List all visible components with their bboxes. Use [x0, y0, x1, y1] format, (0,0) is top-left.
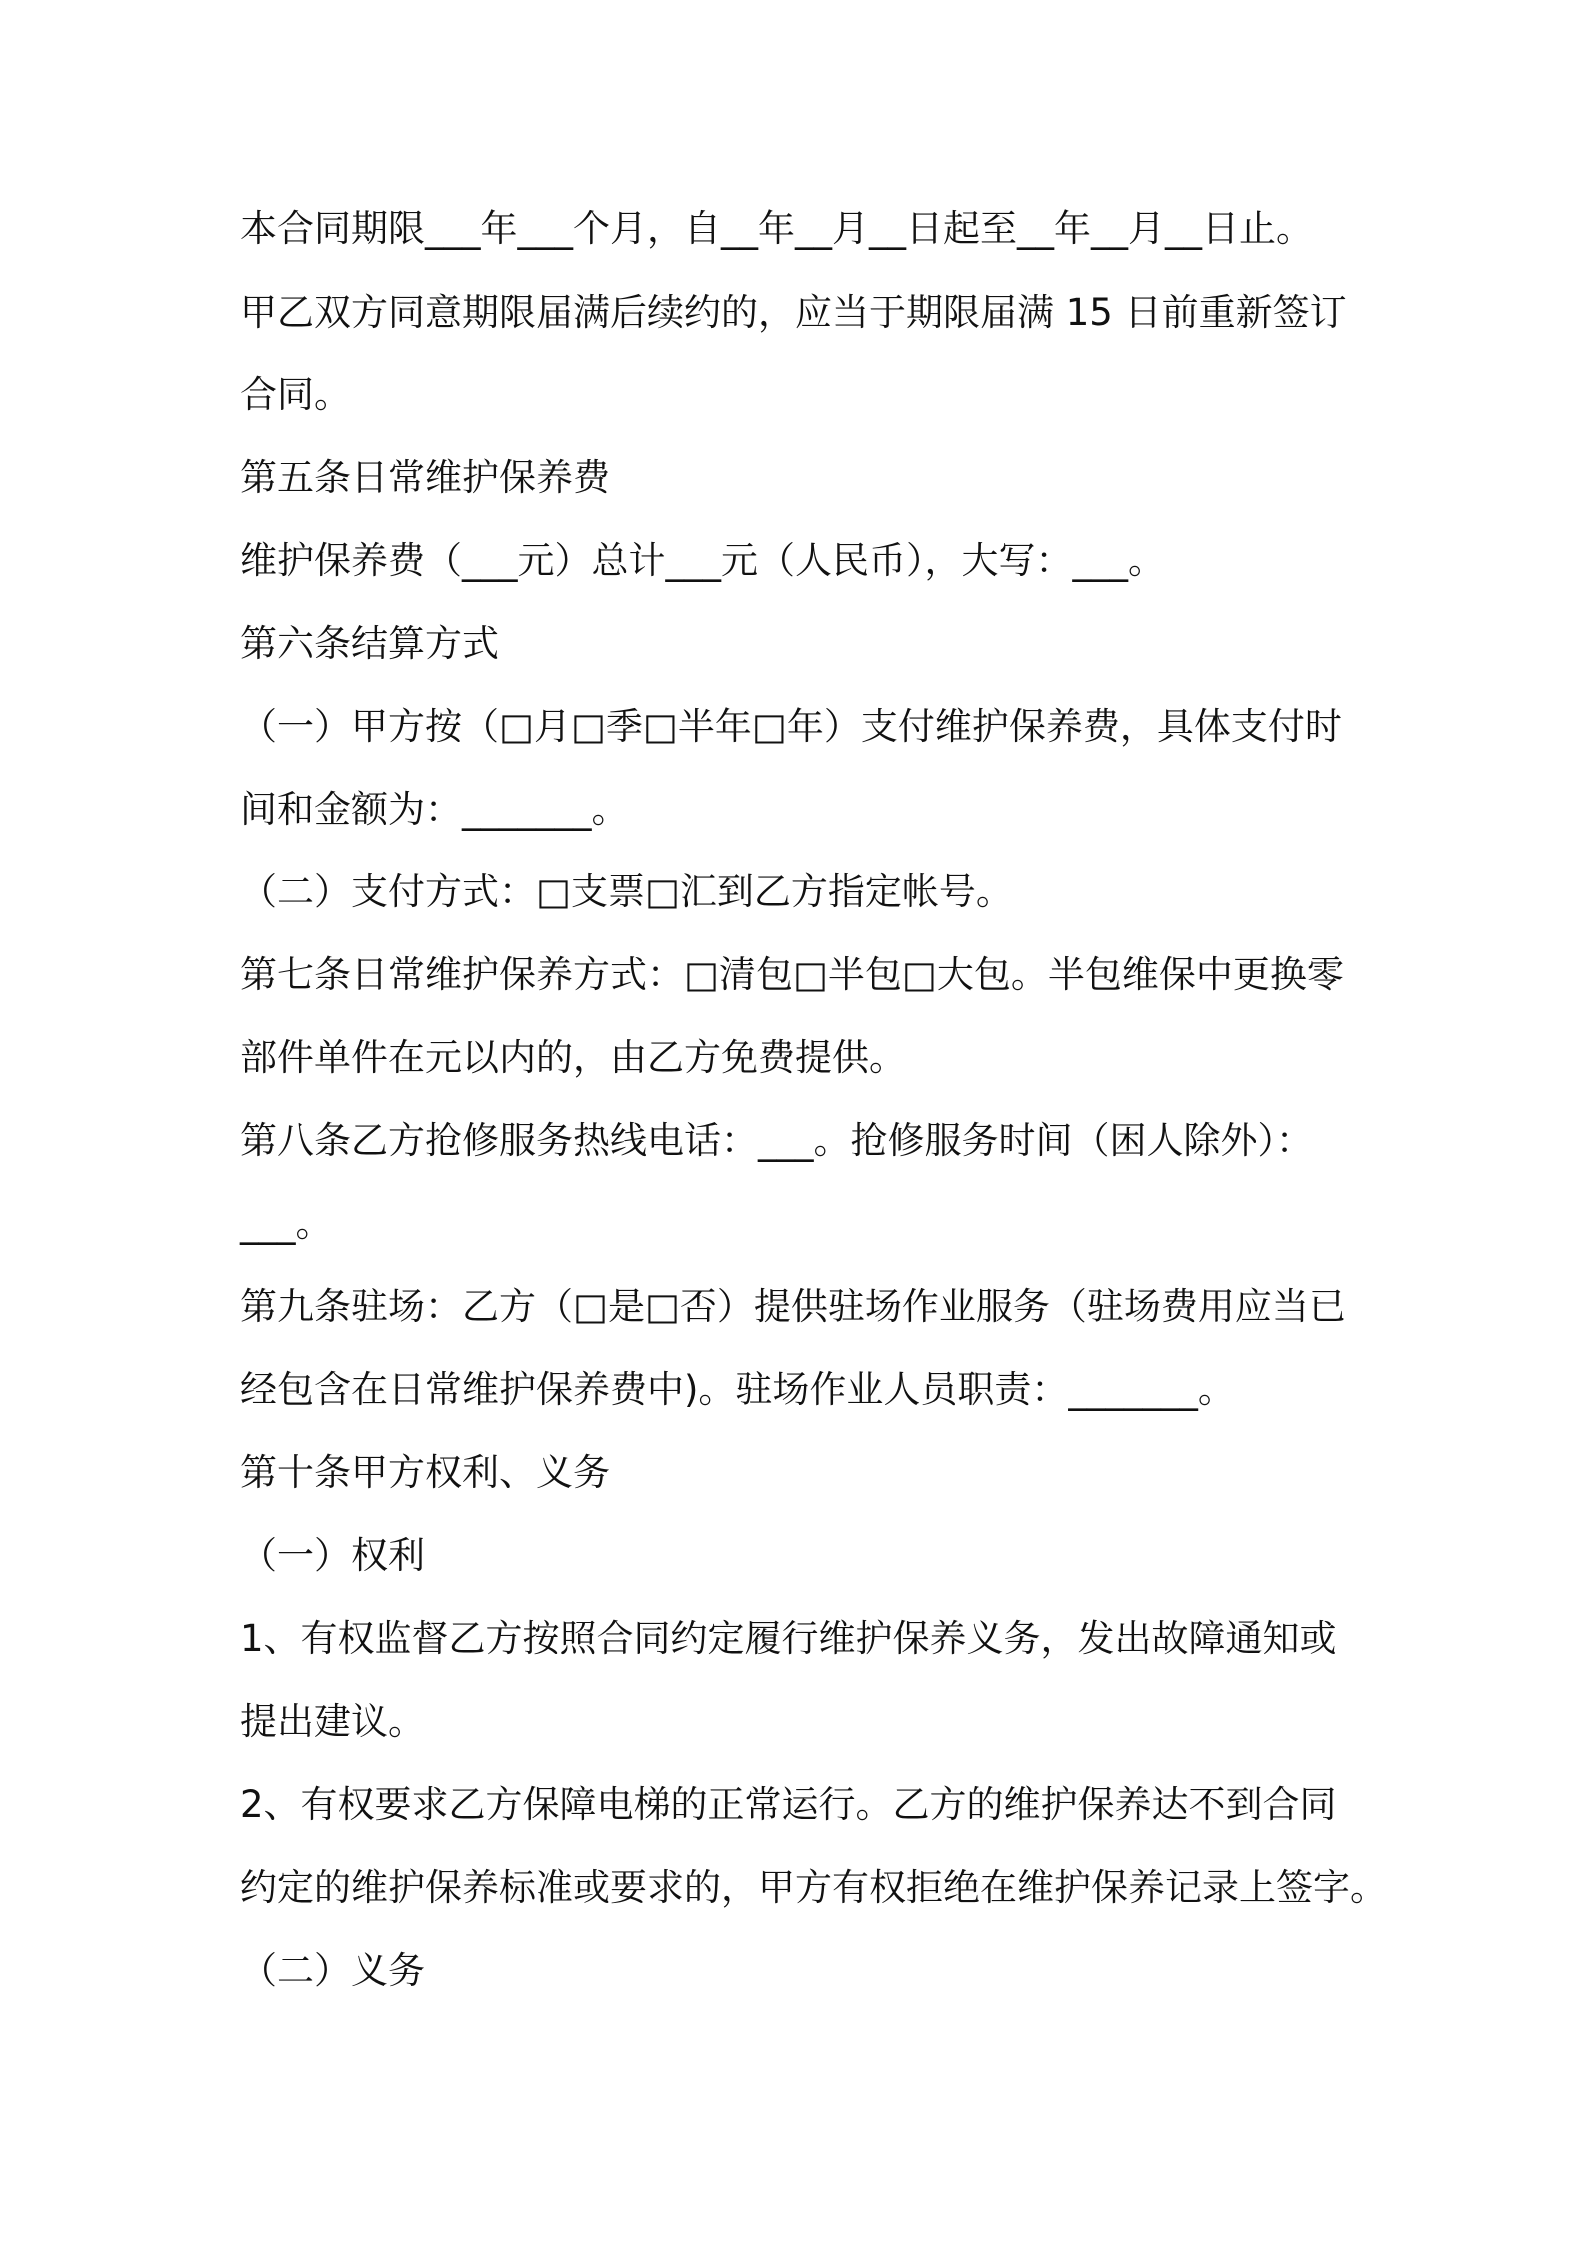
- article-9-line-2: 经包含在日常维护保养费中)。驻场作业人员职责：_______。: [240, 1368, 1235, 1411]
- article-7-line-1: 第七条日常维护保养方式：□清包□半包□大包。半包维保中更换零: [240, 953, 1344, 996]
- settlement-item-1-line-2: 间和金额为：_______。: [240, 788, 629, 831]
- renewal-clause-line-2: 合同。: [240, 373, 351, 416]
- settlement-item-1-line-1: （一）甲方按（□月□季□半年□年）支付维护保养费，具体支付时: [240, 705, 1342, 748]
- right-1-line-2: 提出建议。: [240, 1700, 425, 1743]
- article-6-heading: 第六条结算方式: [240, 622, 499, 665]
- contract-term-line: 本合同期限___年___个月，自__年__月__日起至__年__月__日止。: [240, 207, 1313, 250]
- article-5-heading: 第五条日常维护保养费: [240, 456, 610, 499]
- rights-subheading: （一）权利: [240, 1534, 425, 1577]
- article-9-line-1: 第九条驻场：乙方（□是□否）提供驻场作业服务（驻场费用应当已: [240, 1285, 1346, 1328]
- article-10-heading: 第十条甲方权利、义务: [240, 1451, 610, 1494]
- right-1-line-1: 1、有权监督乙方按照合同约定履行维护保养义务，发出故障通知或: [240, 1617, 1337, 1660]
- renewal-clause-line-1: 甲乙双方同意期限届满后续约的，应当于期限届满 15 日前重新签订: [240, 291, 1347, 334]
- maintenance-fee-line: 维护保养费（___元）总计___元（人民币），大写：___。: [240, 539, 1165, 582]
- article-8-line-1: 第八条乙方抢修服务热线电话：___。抢修服务时间（困人除外）：: [240, 1119, 1313, 1162]
- settlement-item-2-line: （二）支付方式：□支票□汇到乙方指定帐号。: [240, 870, 1013, 913]
- obligations-subheading: （二）义务: [240, 1949, 425, 1992]
- right-2-line-2: 约定的维护保养标准或要求的，甲方有权拒绝在维护保养记录上签字。: [240, 1866, 1387, 1909]
- right-2-line-1: 2、有权要求乙方保障电梯的正常运行。乙方的维护保养达不到合同: [240, 1783, 1337, 1826]
- article-7-line-2: 部件单件在元以内的，由乙方免费提供。: [240, 1036, 906, 1079]
- article-8-line-2: ___。: [240, 1202, 333, 1245]
